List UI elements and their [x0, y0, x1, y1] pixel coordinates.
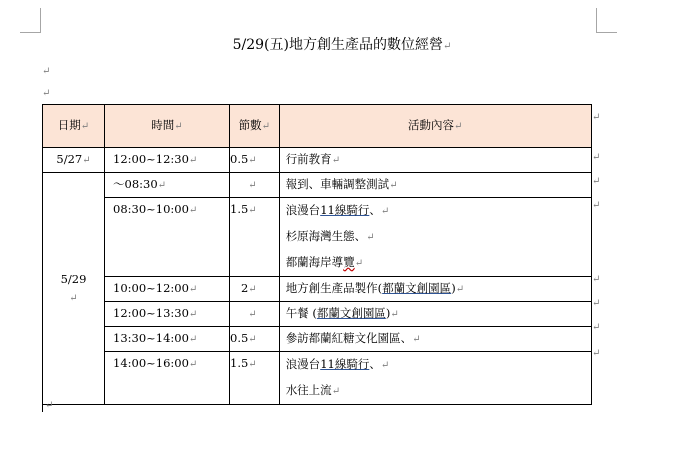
sessions-cell[interactable]: 0.5↵	[230, 327, 280, 352]
date-cell[interactable]: 5/27↵	[43, 148, 105, 173]
time-cell[interactable]: 12:00~12:30↵	[105, 148, 230, 173]
row-end-mark: ↵	[592, 176, 601, 187]
content-cell[interactable]: 報到、車輛調整測試↵	[279, 173, 591, 198]
content-cell[interactable]: 地方創生產品製作(都蘭文創園區)↵	[279, 277, 591, 302]
time-cell[interactable]: 08:30~10:00↵	[105, 198, 230, 277]
row-end-mark: ↵	[592, 112, 601, 123]
table-row	[43, 198, 592, 277]
document-title[interactable]	[0, 36, 684, 56]
crop-mark-top-left	[20, 8, 41, 33]
content-cell[interactable]: 行前教育↵	[279, 148, 591, 173]
time-cell[interactable]: 13:30~14:00↵	[105, 327, 230, 352]
content-cell[interactable]: 午餐 (都蘭文創園區)↵	[279, 302, 591, 327]
date-cell-merged[interactable]: 5/29 ↵	[43, 173, 105, 405]
content-cell[interactable]: 浪漫台11線騎行、↵ 杉原海灣生態、↵ 都蘭海岸導覽↵	[279, 198, 591, 277]
time-cell[interactable]: 12:00~13:30↵	[105, 302, 230, 327]
sessions-cell[interactable]: ↵	[230, 302, 280, 327]
route-link-text: 11線騎行	[320, 203, 370, 217]
empty-paragraph-mark: ↵	[42, 88, 51, 99]
content-cell[interactable]: 參訪都蘭紅糖文化園區、↵	[279, 327, 591, 352]
schedule-table[interactable]	[42, 104, 592, 405]
table-row	[43, 277, 592, 302]
venue-link-text: 都蘭文創園區	[316, 306, 386, 320]
content-cell[interactable]: 浪漫台11線騎行、↵ 水往上流↵	[279, 352, 591, 405]
header-sessions[interactable]: 節數↵	[230, 105, 280, 148]
time-cell[interactable]: ～08:30↵	[105, 173, 230, 198]
time-cell[interactable]: 14:00~16:00↵	[105, 352, 230, 405]
sessions-cell[interactable]: 1.5↵	[230, 198, 280, 277]
row-end-mark: ↵	[592, 274, 601, 285]
row-end-mark: ↵	[592, 348, 601, 359]
sessions-cell[interactable]: ↵	[230, 173, 280, 198]
sessions-cell[interactable]: 1.5↵	[230, 352, 280, 405]
document-title-text: 5/29(五)地方創生產品的數位經營	[232, 37, 443, 53]
empty-paragraph-mark: ↵	[42, 66, 51, 77]
venue-link-text: 都蘭文創園區	[382, 281, 452, 295]
table-row	[43, 352, 592, 405]
sessions-cell[interactable]: 0.5↵	[230, 148, 280, 173]
table-row	[43, 148, 592, 173]
table-header-row	[43, 105, 592, 148]
row-end-mark: ↵	[592, 200, 601, 211]
header-date[interactable]: 日期↵	[43, 105, 105, 148]
paragraph-mark: ↵	[442, 41, 452, 52]
table-row	[43, 302, 592, 327]
text-cursor	[42, 398, 43, 412]
table-row	[43, 173, 592, 198]
sessions-cell[interactable]: 2↵	[230, 277, 280, 302]
header-time[interactable]: 時間↵	[105, 105, 230, 148]
route-link-text: 11線騎行	[320, 357, 370, 371]
final-paragraph-mark[interactable]: ↵	[45, 400, 54, 411]
spellcheck-marked-text: 覽	[343, 255, 355, 269]
header-content[interactable]: 活動內容↵	[279, 105, 591, 148]
table-row	[43, 327, 592, 352]
row-end-mark: ↵	[592, 298, 601, 309]
crop-mark-top-right	[596, 8, 617, 33]
time-cell[interactable]: 10:00~12:00↵	[105, 277, 230, 302]
row-end-mark: ↵	[592, 152, 601, 163]
row-end-mark: ↵	[592, 322, 601, 333]
